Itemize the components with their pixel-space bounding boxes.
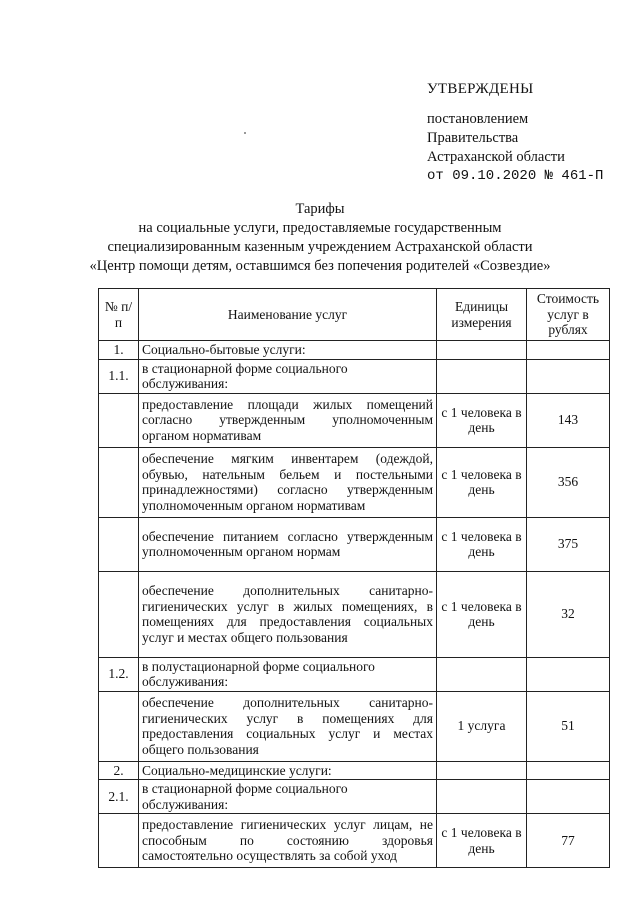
document-title: [0, 200, 640, 276]
cell-num: 2.: [99, 761, 139, 780]
cell-num: 1.2.: [99, 657, 139, 691]
cell-name: в стационарной форме социального обслуживания:: [139, 359, 437, 393]
header-num: № п/п: [99, 289, 139, 341]
cell-cost: 32: [527, 571, 610, 657]
cell-unit: [437, 359, 527, 393]
table-row: [99, 780, 610, 814]
table-row: [99, 447, 610, 517]
approval-line-2: Правительства: [427, 130, 519, 146]
cell-cost: [527, 780, 610, 814]
cell-cost: [527, 657, 610, 691]
cell-num: 1.: [99, 341, 139, 360]
title-line-2: на социальные услуги, предоставляемые государственным: [138, 220, 502, 236]
table-row: [99, 571, 610, 657]
cell-cost: 356: [527, 447, 610, 517]
header-unit: Единицы измерения: [437, 289, 527, 341]
cell-name: Социально-бытовые услуги:: [139, 341, 437, 360]
cell-cost: 77: [527, 814, 610, 868]
cell-name: обеспечение питанием согласно утвержденным уполномоченным органом нормам: [139, 517, 437, 571]
cell-num: [99, 517, 139, 571]
cell-num: 1.1.: [99, 359, 139, 393]
approval-block: [427, 80, 603, 186]
cell-num: [99, 447, 139, 517]
cell-cost: [527, 359, 610, 393]
scan-speck: [244, 132, 246, 134]
cell-cost: [527, 761, 610, 780]
table-row: [99, 761, 610, 780]
cell-name: в полустационарной форме социального обслуживания:: [139, 657, 437, 691]
cell-unit: с 1 человека в день: [437, 447, 527, 517]
title-line-3: специализированным казенным учреждением Астраханской области: [107, 239, 533, 255]
table-row: [99, 393, 610, 447]
approval-heading: УТВЕРЖДЕНЫ: [427, 81, 534, 97]
cell-cost: 51: [527, 691, 610, 761]
table-row: [99, 341, 610, 360]
cell-name: Социально-медицинские услуги:: [139, 761, 437, 780]
table-row: [99, 657, 610, 691]
cell-unit: [437, 657, 527, 691]
cell-num: [99, 571, 139, 657]
approval-line-3: Астраханской области: [427, 149, 565, 165]
tariff-table: [98, 288, 610, 868]
cell-num: [99, 393, 139, 447]
cell-cost: 143: [527, 393, 610, 447]
cell-name: обеспечение мягким инвентарем (одеждой, обувью, нательным бельем и постельными принадлежностями) согласно утвержденным уполномоченным органом нормативам: [139, 447, 437, 517]
approval-date: от 09.10.2020 № 461-П: [427, 168, 604, 184]
cell-unit: [437, 341, 527, 360]
cell-unit: с 1 человека в день: [437, 517, 527, 571]
cell-cost: [527, 341, 610, 360]
header-cost: Стоимость услуг в рублях: [527, 289, 610, 341]
cell-name: предоставление площади жилых помещений согласно утвержденным уполномоченным органом нормативам: [139, 393, 437, 447]
table-body: [99, 341, 610, 868]
approval-line-1: постановлением: [427, 111, 529, 127]
table-row: [99, 691, 610, 761]
table-row: [99, 517, 610, 571]
table-row: [99, 359, 610, 393]
title-line-4: «Центр помощи детям, оставшимся без попечения родителей «Созвездие»: [89, 258, 551, 274]
cell-num: 2.1.: [99, 780, 139, 814]
cell-num: [99, 814, 139, 868]
cell-num: [99, 691, 139, 761]
cell-unit: с 1 человека в день: [437, 814, 527, 868]
cell-unit: с 1 человека в день: [437, 393, 527, 447]
cell-unit: [437, 780, 527, 814]
cell-cost: 375: [527, 517, 610, 571]
cell-name: в стационарной форме социального обслуживания:: [139, 780, 437, 814]
cell-unit: с 1 человека в день: [437, 571, 527, 657]
header-name: Наименование услуг: [139, 289, 437, 341]
cell-unit: [437, 761, 527, 780]
cell-name: обеспечение дополнительных санитарно-гигиенических услуг в жилых помещениях, в помещениях для предоставления социальных услуг и местах общего пользования: [139, 571, 437, 657]
title-line-1: Тарифы: [295, 201, 345, 217]
cell-name: предоставление гигиенических услуг лицам, не способным по состоянию здоровья самостоятельно осуществлять за собой уход: [139, 814, 437, 868]
table-header-row: [99, 289, 610, 341]
cell-name: обеспечение дополнительных санитарно-гигиенических услуг в помещениях для предоставления социальных услуг и местах общего пользования: [139, 691, 437, 761]
cell-unit: 1 услуга: [437, 691, 527, 761]
table-row: [99, 814, 610, 868]
